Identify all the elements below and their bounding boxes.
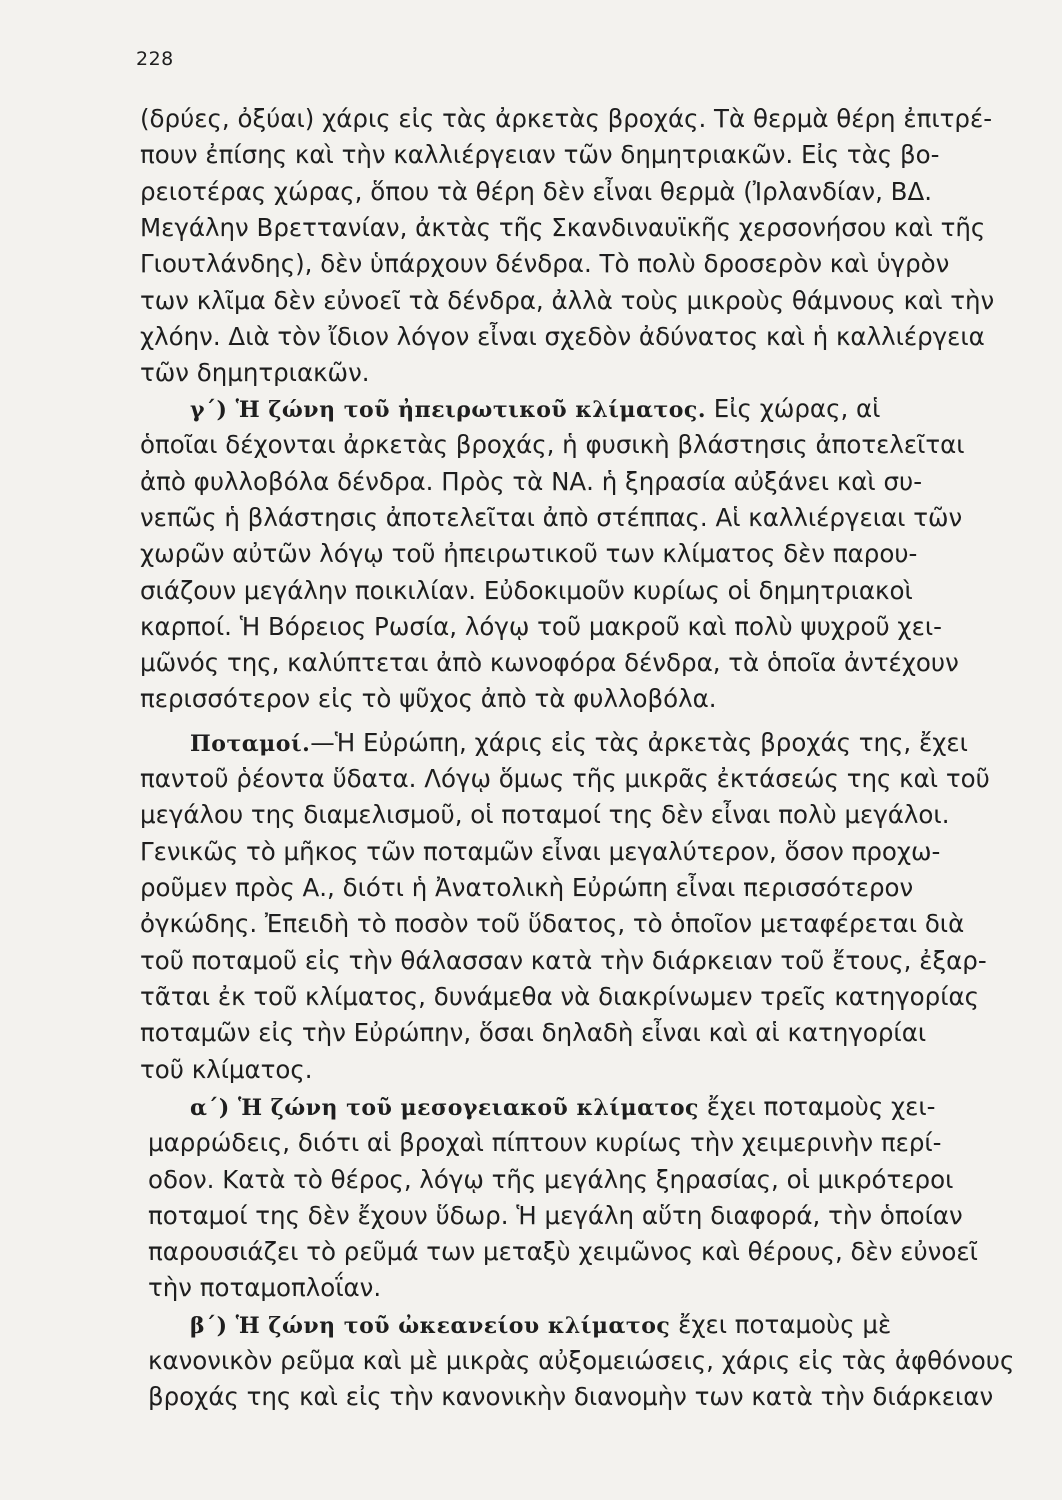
text-line: τοῦ ποταμοῦ εἰς τὴν θάλασσαν κατὰ τὴν διάρκειαν τοῦ ἔτους, ἐξαρ- <box>140 946 987 975</box>
subsection-heading: γ΄) Ἡ ζώνη τοῦ ἠπειρωτικοῦ κλίματος. <box>190 397 706 423</box>
text-line: παντοῦ ῥέοντα ὕδατα. Λόγῳ ὅμως τῆς μικρᾶς ἐκτάσεώς της καὶ τοῦ <box>140 764 990 793</box>
subsection-line: γ΄) Ἡ ζώνη τοῦ ἠπειρωτικοῦ κλίματος. Εἰς χώρας, αἱ <box>190 394 881 423</box>
subsection-heading: β΄) Ἡ ζώνη τοῦ ὠκεανείου κλίματος <box>190 1313 671 1339</box>
text-line: Γιουτλάνδης), δὲν ὑπάρχουν δένδρα. Τὸ πολὺ δροσερὸν καὶ ὑγρὸν <box>140 249 950 278</box>
text-line: τῶν δημητριακῶν. <box>140 358 370 387</box>
text-line: τὴν ποταμοπλοΐαν. <box>148 1273 382 1302</box>
text-line: πουν ἐπίσης καὶ τὴν καλλιέργειαν τῶν δημητριακῶν. Εἰς τὰς βο- <box>140 140 940 169</box>
subsection-line: β΄) Ἡ ζώνη τοῦ ὠκεανείου κλίματος ἔχει ποταμοὺς μὲ <box>190 1310 892 1339</box>
text-line: νεπῶς ἡ βλάστησις ἀποτελεῖται ἀπὸ στέππας. Αἱ καλλιέργειαι τῶν <box>140 503 963 532</box>
text-line: (δρύες, ὀξύαι) χάρις εἰς τὰς ἀρκετὰς βροχάς. Τὰ θερμὰ θέρη ἐπιτρέ- <box>140 104 993 133</box>
subsection-heading: α΄) Ἡ ζώνη τοῦ μεσογειακοῦ κλίματος <box>190 1095 699 1121</box>
text-line: ροῦμεν πρὸς Α., διότι ἡ Ἀνατολικὴ Εὐρώπη εἶναι περισσότερον <box>140 873 914 902</box>
text-line: των κλῖμα δὲν εὐνοεῖ τὰ δένδρα, ἀλλὰ τοὺς μικροὺς θάμνους καὶ τὴν <box>140 286 995 315</box>
text-line: Μεγάλην Βρεττανίαν, ἀκτὰς τῆς Σκανδιναυϊκῆς χερσονήσου καὶ τῆς <box>140 213 986 242</box>
text-line: ἀπὸ φυλλοβόλα δένδρα. Πρὸς τὰ ΝΑ. ἡ ξηρασία αὐξάνει καὶ συ- <box>140 467 923 496</box>
text-line: μεγάλου της διαμελισμοῦ, οἱ ποταμοί της δὲν εἶναι πολὺ μεγάλοι. <box>140 800 950 829</box>
text-line: ποταμῶν εἰς τὴν Εὐρώπην, ὅσαι δηλαδὴ εἶναι καὶ αἱ κατηγορίαι <box>140 1018 927 1047</box>
text-line: τοῦ κλίματος. <box>140 1055 313 1084</box>
subsection-line: α΄) Ἡ ζώνη τοῦ μεσογειακοῦ κλίματος ἔχει ποταμοὺς χει- <box>190 1092 936 1121</box>
text-line: παρουσιάζει τὸ ρεῦμά των μεταξὺ χειμῶνος καὶ θέρους, δὲν εὐνοεῖ <box>148 1237 978 1266</box>
text-line: ποταμοί της δὲν ἔχουν ὕδωρ. Ἡ μεγάλη αὕτη διαφορά, τὴν ὁποίαν <box>148 1201 963 1230</box>
text-line: βροχάς της καὶ εἰς τὴν κανονικὴν διανομὴν των κατὰ τὴν διάρκειαν <box>148 1382 994 1411</box>
text-line: τᾶται ἐκ τοῦ κλίματος, δυνάμεθα νὰ διακρίνωμεν τρεῖς κατηγορίας <box>140 982 980 1011</box>
text-line: καρποί. Ἡ Βόρειος Ρωσία, λόγῳ τοῦ μακροῦ καὶ πολὺ ψυχροῦ χει- <box>140 612 942 641</box>
text-line: ὀγκώδης. Ἐπειδὴ τὸ ποσὸν τοῦ ὕδατος, τὸ ὁποῖον μεταφέρεται διὰ <box>140 909 965 938</box>
text-line: χλόην. Διὰ τὸν ἴδιον λόγον εἶναι σχεδὸν ἀδύνατος καὶ ἡ καλλιέργεια <box>140 322 985 351</box>
text-line: μῶνός της, καλύπτεται ἀπὸ κωνοφόρα δένδρα, τὰ ὁποῖα ἀντέχουν <box>140 648 959 677</box>
text-line: κανονικὸν ρεῦμα καὶ μὲ μικρὰς αὐξομειώσεις, χάρις εἰς τὰς ἀφθόνους <box>148 1346 1015 1375</box>
page-number: 228 <box>136 48 174 70</box>
text-line: μαρρώδεις, διότι αἱ βροχαὶ πίπτουν κυρίως τὴν χειμερινὴν περί- <box>148 1128 942 1157</box>
text-line: σιάζουν μεγάλην ποικιλίαν. Εὐδοκιμοῦν κυρίως οἱ δημητριακοὶ <box>140 576 913 605</box>
text-line: ρειοτέρας χώρας, ὅπου τὰ θέρη δὲν εἶναι θερμὰ (Ἰρλανδίαν, ΒΔ. <box>140 177 933 206</box>
text-line: περισσότερον εἰς τὸ ψῦχος ἀπὸ τὰ φυλλοβόλα. <box>140 684 717 713</box>
text-line: χωρῶν αὐτῶν λόγῳ τοῦ ἠπειρωτικοῦ των κλίματος δὲν παρου- <box>140 539 918 568</box>
section-heading: Ποταμοί. <box>190 731 311 757</box>
section-line: Ποταμοί.—Ἡ Εὐρώπη, χάρις εἰς τὰς ἀρκετὰς βροχάς της, ἔχει <box>190 728 968 757</box>
text-line: ὁποῖαι δέχονται ἀρκετὰς βροχάς, ἡ φυσικὴ βλάστησις ἀποτελεῖται <box>140 430 965 459</box>
text-line: οδον. Κατὰ τὸ θέρος, λόγῳ τῆς μεγάλης ξηρασίας, οἱ μικρότεροι <box>148 1165 954 1194</box>
text-line: Γενικῶς τὸ μῆκος τῶν ποταμῶν εἶναι μεγαλύτερον, ὅσον προχω- <box>140 837 941 866</box>
